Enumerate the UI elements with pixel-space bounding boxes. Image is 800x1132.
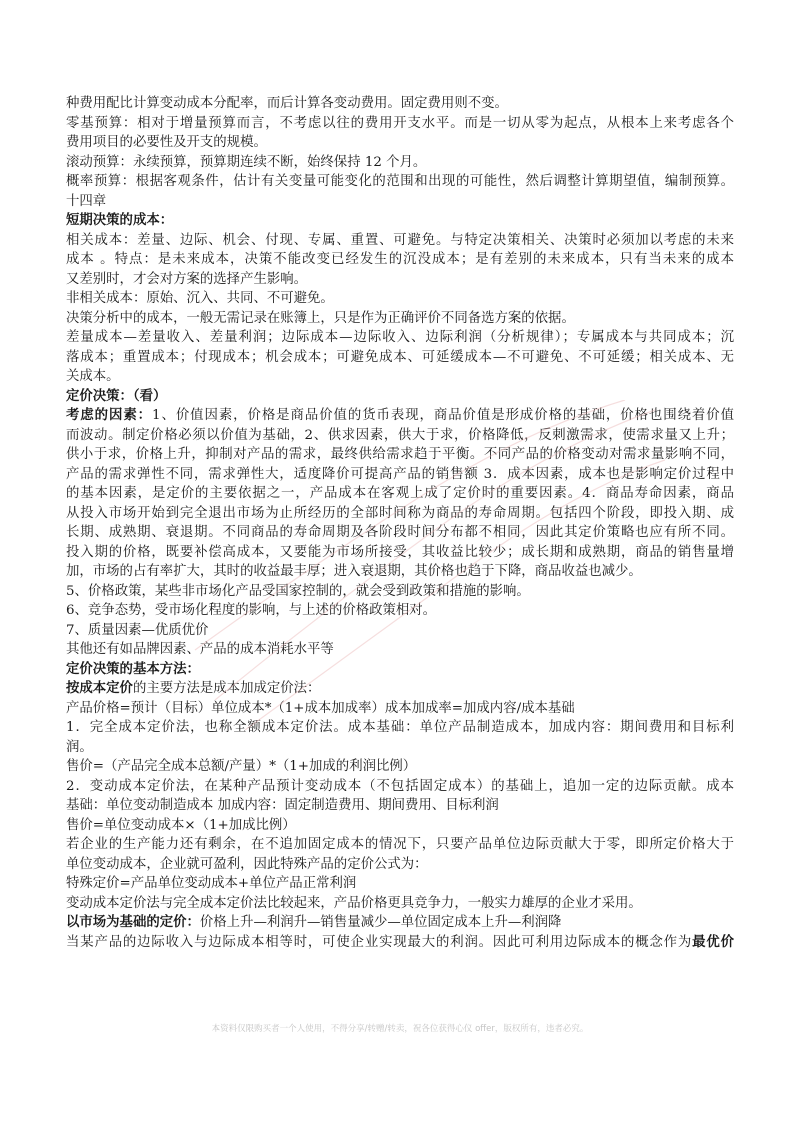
text-line — [66, 114, 734, 134]
text-line — [66, 348, 734, 368]
text-span: 关成本。 — [66, 369, 120, 384]
text-span: 7、质量因素—优质优价 — [66, 622, 209, 638]
text-line — [66, 465, 734, 485]
text-line — [66, 309, 734, 329]
text-line — [66, 796, 734, 816]
text-line — [66, 894, 734, 914]
text-span: 5、价格政策，某些非市场化产品受国家控制的，就会受到政策和措施的影响。 — [66, 583, 530, 599]
text-span: 6、竞争态势，受市场化程度的影响，与上述的价格政策相对。 — [66, 603, 437, 618]
document-body — [66, 94, 734, 952]
text-line — [66, 718, 734, 738]
text-span: 单位变动成本，企业就可盈利，因此特殊产品的定价公式为： — [66, 856, 428, 872]
bold-text: 最优价 — [692, 934, 734, 950]
text-span: 的主要方法是成本加成定价法： — [132, 681, 321, 696]
text-span: 长期、成熟期、衰退期。不同商品的寿命周期及各阶段时间分布都不相同，因此其定价策略也应有所不同。 — [66, 525, 734, 540]
text-line — [66, 933, 734, 953]
copyright-footer: 本资料仅限购买者一个人使用，不得分享/转赠/转卖，祝各位获得心仪 offer，版权所有，违者必究。 — [211, 1024, 589, 1034]
text-line — [66, 679, 734, 699]
text-line — [66, 133, 734, 153]
text-line — [66, 601, 734, 621]
text-line — [66, 406, 734, 426]
text-span: 的基本因素，是定价的主要依据之一，产品成本在客观上成了定价时的重要因素。4．商品寿命因素，商品 — [66, 486, 734, 501]
text-span: 相关成本：差量、边际、机会、付现、专属、重置、可避免。与特定决策相关、决策时必须加以考虑的未来 — [66, 232, 734, 248]
bold-text: 定价决策的基本方法： — [66, 661, 200, 677]
text-span: 润。 — [66, 739, 93, 755]
text-line — [66, 94, 734, 114]
text-span: 加，市场的占有率扩大，其时的收益最丰厚；进入衰退期，其价格也趋于下降，商品收益也减少。 — [66, 564, 642, 579]
bold-text: 考虑的因素： — [66, 408, 153, 423]
text-span: 若企业的生产能力还有剩余，在不追加固定成本的情况下，只要产品单位边际贡献大于零，即所定价格大于 — [66, 837, 734, 852]
text-span: 产品的需求弹性不同，需求弹性大，适度降价可提高产品的销售额 3．成本因素，成本也是影响定价过程中 — [66, 466, 734, 482]
text-span: 从投入市场开始到完全退出市场为止所经历的全部时间称为商品的寿命周期。包括四个阶段，即投入期、成 — [66, 505, 734, 521]
text-span: 又差别时，才会对方案的选择产生影响。 — [66, 271, 308, 287]
text-line — [66, 231, 734, 251]
text-line — [66, 562, 734, 582]
text-line — [66, 153, 734, 173]
text-span: 基础：单位变动制造成本 加成内容：固定制造费用、期间费用、目标利润 — [66, 798, 499, 813]
text-span: 当某产品的边际收入与边际成本相等时，可使企业实现最大的利润。因此可利用边际成本的概念作为 — [66, 934, 693, 950]
text-line — [66, 738, 734, 758]
text-line — [66, 387, 734, 407]
text-line — [66, 855, 734, 875]
text-line — [66, 523, 734, 543]
text-span: 其他还有如品牌因素、产品的成本消耗水平等 — [66, 642, 334, 657]
text-span: 投入期的价格，既要补偿高成本，又要能为市场所接受，其收益比较少；成长期和成熟期，商品的销售量增 — [66, 544, 734, 560]
text-span: 非相关成本：原始、沉入、共同、不可避免。 — [66, 291, 334, 306]
text-line — [66, 699, 734, 719]
text-span: 变动成本定价法与完全成本定价法比较起来，产品价格更具竞争力，一般实力雄厚的企业才采用。 — [66, 895, 642, 911]
text-line — [66, 289, 734, 309]
text-span: 零基预算：相对于增量预算而言，不考虑以往的费用开支水平。而是一切从零为起点，从根本上来考虑各个 — [66, 115, 734, 131]
bold-text: 以市场为基础的定价： — [66, 915, 200, 930]
text-line — [66, 328, 734, 348]
text-line — [66, 816, 734, 836]
text-span: 十四章 — [66, 193, 107, 209]
text-line — [66, 250, 734, 270]
text-line — [66, 543, 734, 563]
text-line — [66, 367, 734, 387]
text-span: 费用项目的必要性及开支的规模。 — [66, 135, 267, 150]
text-line — [66, 445, 734, 465]
text-line — [66, 270, 734, 290]
text-line — [66, 582, 734, 602]
text-span: 而波动。制定价格必须以价值为基础，2、供求因素，供大于求，价格降低，反刺激需求，使需求量又上升； — [66, 427, 734, 443]
text-span: 差量成本—差量收入、差量利润；边际成本—边际收入、边际利润（分析规律）；专属成本与共同成本；沉 — [66, 330, 734, 345]
text-span: 落成本；重置成本；付现成本；机会成本；可避免成本、可延缓成本—不可避免、不可延缓；相关成本、无 — [66, 349, 734, 365]
text-span: 决策分析中的成本，一般无需记录在账簿上，只是作为正确评价不同备选方案的依据。 — [66, 310, 575, 326]
text-span: 种费用配比计算变动成本分配率，而后计算各变动费用。固定费用则不变。 — [66, 96, 508, 111]
text-line — [66, 640, 734, 660]
text-span: 滚动预算：永续预算，预算期连续不断，始终保持 12 个月。 — [66, 154, 427, 170]
text-line — [66, 913, 734, 933]
text-span: 2．变动成本定价法，在某种产品预计变动成本（不包括固定成本）的基础上，追加一定的边际贡献。成本 — [66, 778, 734, 794]
text-line — [66, 211, 734, 231]
text-line — [66, 757, 734, 777]
text-span: 概率预算：根据客观条件，估计有关变量可能变化的范围和出现的可能性，然后调整计算期望值，编制预算。 — [66, 174, 734, 189]
text-line — [66, 874, 734, 894]
bold-text: 定价决策：（看） — [66, 388, 167, 404]
text-span: 价格上升—利润升—销售量减少—单位固定成本上升—利润降 — [199, 915, 562, 930]
text-span: 售价=（产品完全成本总额/产量）*（1+加成的利润比例） — [66, 759, 417, 774]
text-line — [66, 426, 734, 446]
text-span: 售价=单位变动成本×（1+加成比例） — [66, 817, 296, 833]
text-span: 1、价值因素，价格是商品价值的货币表现，商品价值是形成价格的基础，价格也围绕着价值 — [152, 408, 734, 423]
text-line — [66, 777, 734, 797]
text-line — [66, 835, 734, 855]
text-span: 1．完全成本定价法，也称全额成本定价法。成本基础：单位产品制造成本，加成内容：期间费用和目标利 — [66, 720, 734, 735]
text-line — [66, 504, 734, 524]
text-span: 供小于求，价格上升，抑制对产品的需求，最终供给需求趋于平衡。不同产品的价格变动对需求量影响不同， — [66, 447, 734, 462]
text-line — [66, 621, 734, 641]
text-span: 特殊定价=产品单位变动成本+单位产品正常利润 — [66, 876, 357, 891]
bold-text: 按成本定价 — [66, 681, 133, 696]
text-span: 产品价格=预计（目标）单位成本*（1+成本加成率）成本加成率=加成内容/成本基础 — [66, 700, 575, 716]
text-line — [66, 192, 734, 212]
text-line — [66, 172, 734, 192]
text-line — [66, 484, 734, 504]
text-line — [66, 660, 734, 680]
text-span: 成本 。特点：是未来成本，决策不能改变已经发生的沉没成本；是有差别的未来成本，只有当未来的成本 — [66, 252, 734, 267]
bold-text: 短期决策的成本： — [66, 213, 174, 228]
